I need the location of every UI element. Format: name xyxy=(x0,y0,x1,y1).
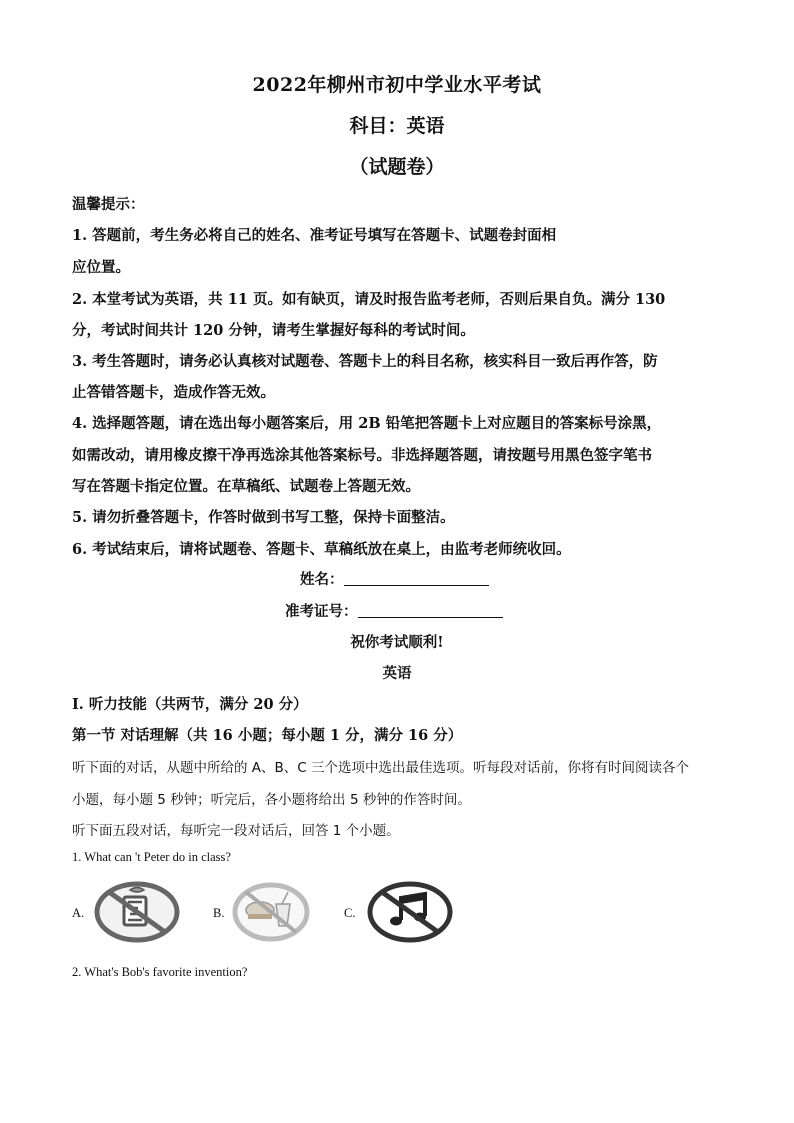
question-2: 2. What's Bob's favorite invention? xyxy=(72,965,248,979)
no-music-icon xyxy=(365,880,457,944)
option-a-label: A. xyxy=(72,906,85,920)
name-field xyxy=(300,568,489,589)
tips-line: 分，考试时间共计 120 分钟，请考生掌握好每科的考试时间。 xyxy=(72,322,475,339)
tips-line: 5. 请勿折叠答题卡，作答时做到书写工整，保持卡面整洁。 xyxy=(72,509,455,526)
tips-line: 1. 答题前，考生务必将自己的姓名、准考证号填写在答题卡、试题卷封面相 xyxy=(72,227,557,244)
tips-heading: 温馨提示： xyxy=(72,196,145,213)
option-c-label: C. xyxy=(344,906,356,920)
name-blank[interactable] xyxy=(344,571,489,586)
tips-line: 如需改动，请用橡皮擦干净再选涂其他答案标号。非选择题答题，请按题号用黑色签字笔书 xyxy=(72,447,652,464)
blessing: 祝你考试顺利! xyxy=(350,634,444,651)
exam-subject: 科目：英语 xyxy=(349,115,445,137)
subject-heading: 英语 xyxy=(382,665,412,682)
option-b-label: B. xyxy=(213,906,225,920)
tips-line: 4. 选择题答题，请在选出每小题答案后，用 2B 铅笔把答题卡上对应题目的答案标号涂黑， xyxy=(72,415,662,432)
exam-title: 2022年柳州市初中学业水平考试 xyxy=(252,74,542,96)
question-1: 1. What can 't Peter do in class? xyxy=(72,850,231,864)
tips-line: 止答错答题卡，造成作答无效。 xyxy=(72,384,275,401)
no-chewing-gum-icon xyxy=(92,880,184,944)
no-food-drink-icon xyxy=(232,882,312,942)
part-title: I. 听力技能（共两节，满分 20 分） xyxy=(72,696,308,713)
tips-line: 6. 考试结束后，请将试题卷、答题卡、草稿纸放在桌上，由监考老师统收回。 xyxy=(72,541,571,558)
name-label: 姓名： xyxy=(300,571,344,588)
exam-id-field xyxy=(285,600,503,621)
exam-volume-label: （试题卷） xyxy=(349,156,445,178)
tips-line: 3. 考生答题时，请务必认真核对试题卷、答题卡上的科目名称，核实科目一致后再作答，防 xyxy=(72,353,658,370)
exam-id-label: 准考证号： xyxy=(285,603,358,620)
tips-line: 写在答题卡指定位置。在草稿纸、试题卷上答题无效。 xyxy=(72,478,420,495)
tips-line: 2. 本堂考试为英语，共 11 页。如有缺页，请及时报告监考老师，否则后果自负。满分 130 xyxy=(72,291,666,308)
instruction-line: 小题，每小题 5 秒钟；听完后，各小题将给出 5 秒钟的作答时间。 xyxy=(72,792,471,808)
instruction-line: 听下面五段对话，每听完一段对话后，回答 1 个小题。 xyxy=(72,823,400,839)
section-title: 第一节 对话理解（共 16 小题；每小题 1 分，满分 16 分） xyxy=(72,727,463,744)
tips-line: 应位置。 xyxy=(72,259,130,276)
exam-id-blank[interactable] xyxy=(358,603,503,618)
instruction-line: 听下面的对话，从题中所给的 A、B、C 三个选项中选出最佳选项。听每段对话前，你将有时间阅读各个 xyxy=(72,760,690,776)
